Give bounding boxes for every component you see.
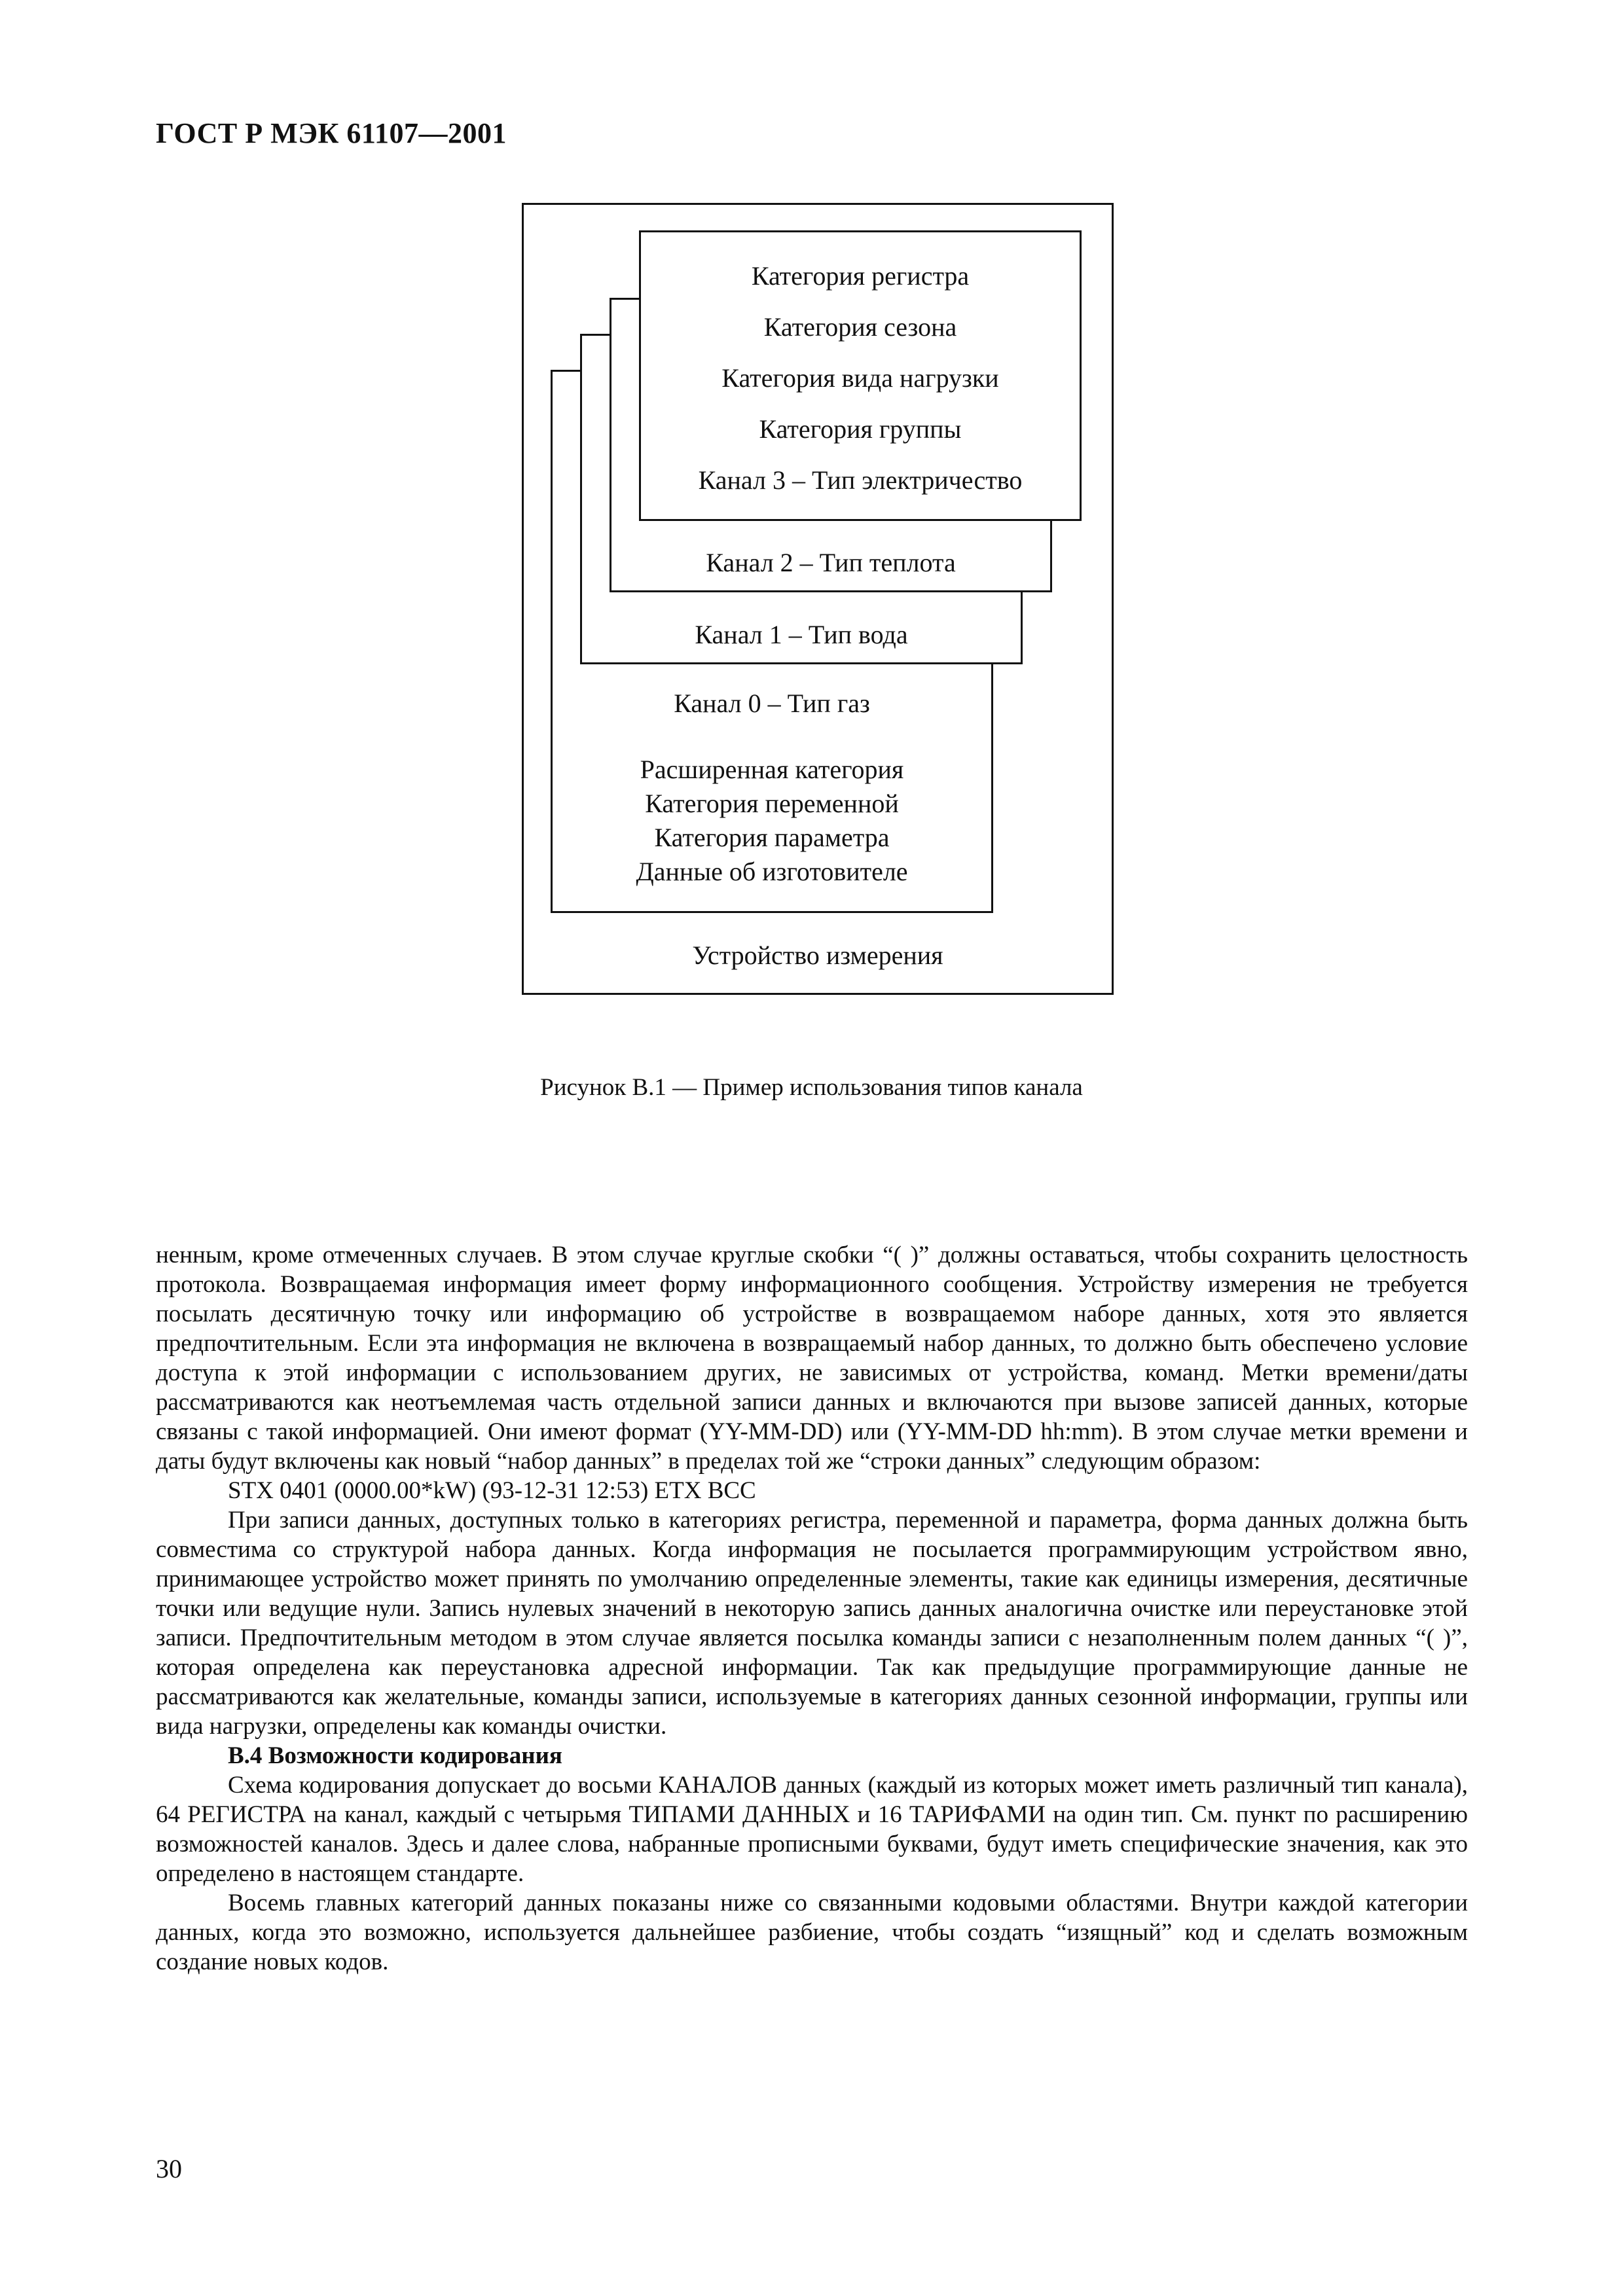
body-text: [156, 1240, 1468, 1977]
channel-0-label: Канал 0 – Тип газ: [674, 689, 870, 718]
extended-categories: [551, 753, 993, 889]
section-heading: В.4 Возможности кодирования: [228, 1742, 562, 1769]
paragraph: ненным, кроме отмеченных случаев. В этом случае круглые скобки “( )” должны оставаться, чтобы сохранить целостность протокола. Возвращаемая информация имеет форму информационного сообщения. Устройству измерения не требуется посылать десятичную точку или информацию об устройстве в возвращаемом наборе данных, хотя это является предпочтительным. Если эта информация не включена в возвращаемый набор данных, то должно быть обеспечено условие доступа к этой информации с использованием других, не зависимых от устройства, команд. Метки времени/даты рассматриваются как неотъемлемая часть отдельной записи данных и включаются при вызове записей данных, которые связаны с такой информацией. Они имеют формат (YY-MM-DD) или (YY-MM-DD hh:mm). В этом случае метки времени и даты будут включены как новый “набор данных” в пределах той же “строки данных” следующим образом:: [156, 1242, 1468, 1475]
parameter-category-label: Категория параметра: [654, 823, 890, 852]
load-type-category-label: Категория вида нагрузки: [721, 363, 999, 393]
data-example: STX 0401 (0000.00*kW) (93-12-31 12:53) ETX BCC: [228, 1477, 756, 1504]
document-header: ГОСТ Р МЭК 61107—2001: [156, 117, 507, 149]
paragraph: При записи данных, доступных только в категориях регистра, переменной и параметра, форма данных должна быть совместима со структурой набора данных. Когда информация не посылается программирующим устройством явно, принимающее устройство может принять по умолчанию определенные элементы, такие как единицы измерения, десятичные точки или ведущие нули. Запись нулевых значений в некоторую запись данных аналогична очистке или переустановке этой записи. Предпочтительным методом в этом случае является посылка команды записи с незаполненным полем данных “( )”, которая определена как переустановка адресной информации. Так как предыдущие программирующие данные не рассматриваются как желательные, команды записи, используемые в категориях данных сезонной информации, группы или вида нагрузки, определены как команды очистки.: [156, 1507, 1468, 1740]
register-category-label: Категория регистра: [751, 261, 970, 291]
page-number: 30: [156, 2154, 182, 2183]
paragraph: Восемь главных категорий данных показаны ниже со связанными кодовыми областями. Внутри каждой категории данных, когда это возможно, используется дальнейшее разбиение, чтобы создать “изящный” код и сделать возможным создание новых кодов.: [156, 1890, 1468, 1975]
variable-category-label: Категория переменной: [645, 789, 899, 818]
manufacturer-data-label: Данные об изготовителе: [636, 857, 908, 886]
figure-caption: Рисунок В.1 — Пример использования типов канала: [540, 1074, 1083, 1101]
paragraph: Схема кодирования допускает до восьми КАНАЛОВ данных (каждый из которых может иметь различный тип канала), 64 РЕГИСТРА на канал, каждый с четырьмя ТИПАМИ ДАННЫХ и 16 ТАРИФАМИ на один тип. См. пункт по расширению возможностей каналов. Здесь и далее слова, набранные прописными буквами, будут иметь специфические значения, как это определено в настоящем стандарте.: [156, 1772, 1468, 1887]
extended-category-label: Расширенная категория: [640, 755, 904, 784]
group-category-label: Категория группы: [759, 414, 962, 444]
channel-2-label: Канал 2 – Тип теплота: [706, 548, 956, 577]
channel-1-label: Канал 1 – Тип вода: [695, 620, 908, 649]
channel-3-label: Канал 3 – Тип электричество: [698, 465, 1023, 495]
season-category-label: Категория сезона: [763, 312, 957, 342]
device-label: Устройство измерения: [692, 941, 943, 970]
